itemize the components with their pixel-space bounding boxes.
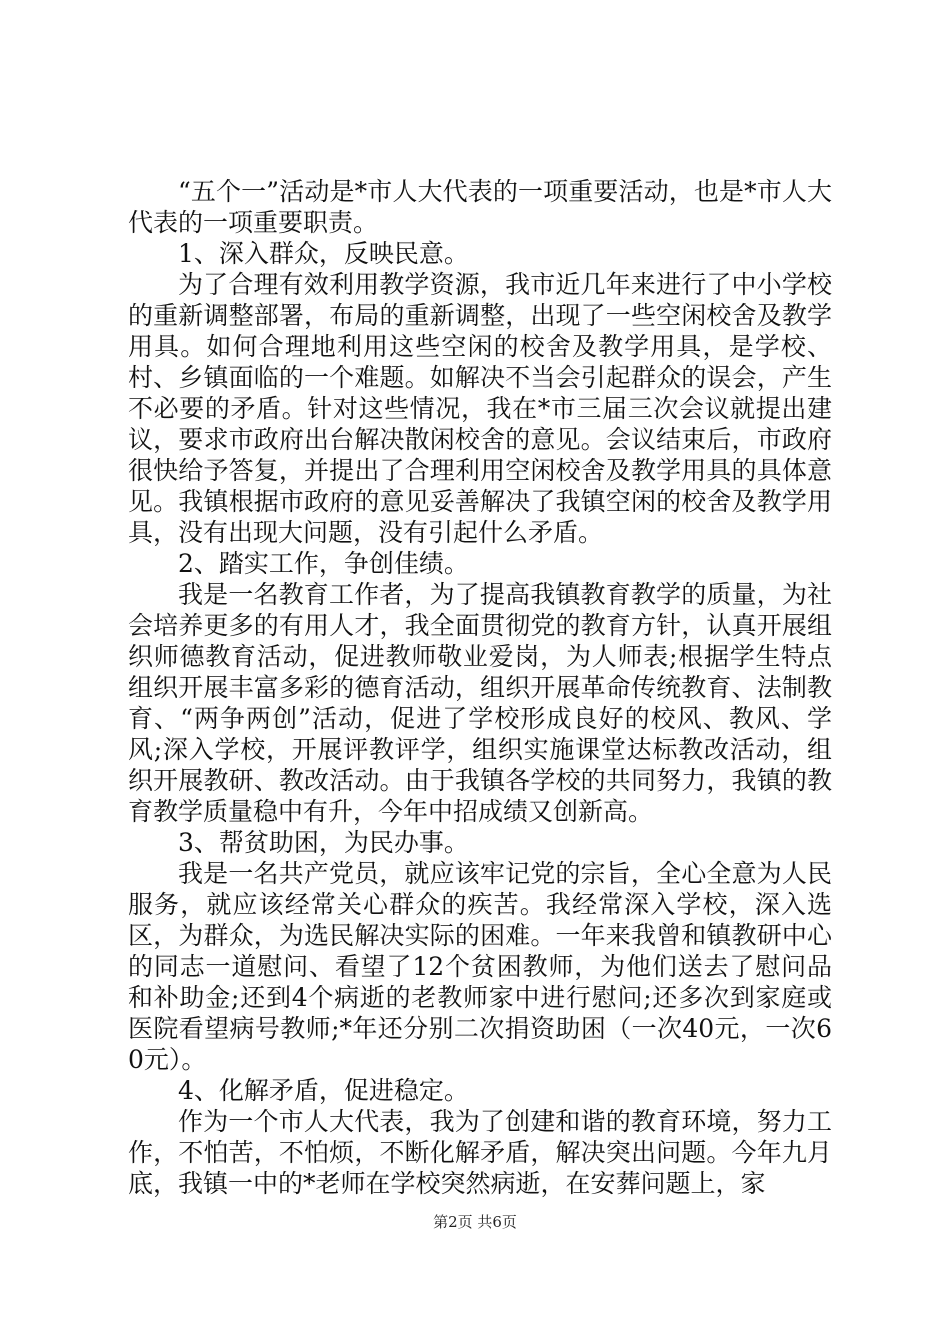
paragraph-intro: “五个一”活动是*市人大代表的一项重要活动，也是*市人大代表的一项重要职责。 <box>128 177 832 237</box>
section-heading-1: 1、深入群众，反映民意。 <box>178 239 469 268</box>
section-heading-3: 3、帮贫助困，为民办事。 <box>178 828 469 857</box>
paragraph-2: 我是一名教育工作者，为了提高我镇教育教学的质量，为社会培养更多的有用人才，我全面贯彻党的教育方针，认真开展组织师德教育活动，促进教师敬业爱岗，为人师表;根据学生特点组织开展丰富多彩的德育活动，组织开展革命传统教育、法制教育、“两争两创”活动，促进了学校形成良好的校风、教风、学风;深入学校，开展评教评学，组织实施课堂达标教改活动，组织开展教研、教改活动。由于我镇各学校的共同努力，我镇的教育教学质量稳中有升，今年中招成绩又创新高。 <box>128 580 832 826</box>
document-body <box>128 176 832 1199</box>
section-heading-2: 2、踏实工作，争创佳绩。 <box>178 549 469 578</box>
page-footer: 第2页 共6页 <box>433 1213 517 1231</box>
paragraph-4: 作为一个市人大代表，我为了创建和谐的教育环境，努力工作，不怕苦，不怕烦，不断化解矛盾，解决突出问题。今年九月底，我镇一中的*老师在学校突然病逝，在安葬问题上，家 <box>128 1107 832 1198</box>
section-heading-4: 4、化解矛盾，促进稳定。 <box>178 1076 469 1105</box>
paragraph-1: 为了合理有效利用教学资源，我市近几年来进行了中小学校的重新调整部署，布局的重新调整，出现了一些空闲校舍及教学用具。如何合理地利用这些空闲的校舍及教学用具，是学校、村、乡镇面临的一个难题。如解决不当会引起群众的误会，产生不必要的矛盾。针对这些情况，我在*市三届三次会议就提出建议，要求市政府出台解决散闲校舍的意见。会议结束后，市政府很快给予答复，并提出了合理利用空闲校舍及教学用具的具体意见。我镇根据市政府的意见妥善解决了我镇空闲的校舍及教学用具，没有出现大问题，没有引起什么矛盾。 <box>128 270 832 547</box>
paragraph-3: 我是一名共产党员，就应该牢记党的宗旨，全心全意为人民服务，就应该经常关心群众的疾苦。我经常深入学校，深入选区，为群众，为选民解决实际的困难。一年来我曾和镇教研中心的同志一道慰问、看望了12个贫困教师，为他们送去了慰问品和补助金;还到4个病逝的老教师家中进行慰问;还多次到家庭或医院看望病号教师;*年还分别二次捐资助困（一次40元，一次60元）。 <box>128 859 832 1074</box>
